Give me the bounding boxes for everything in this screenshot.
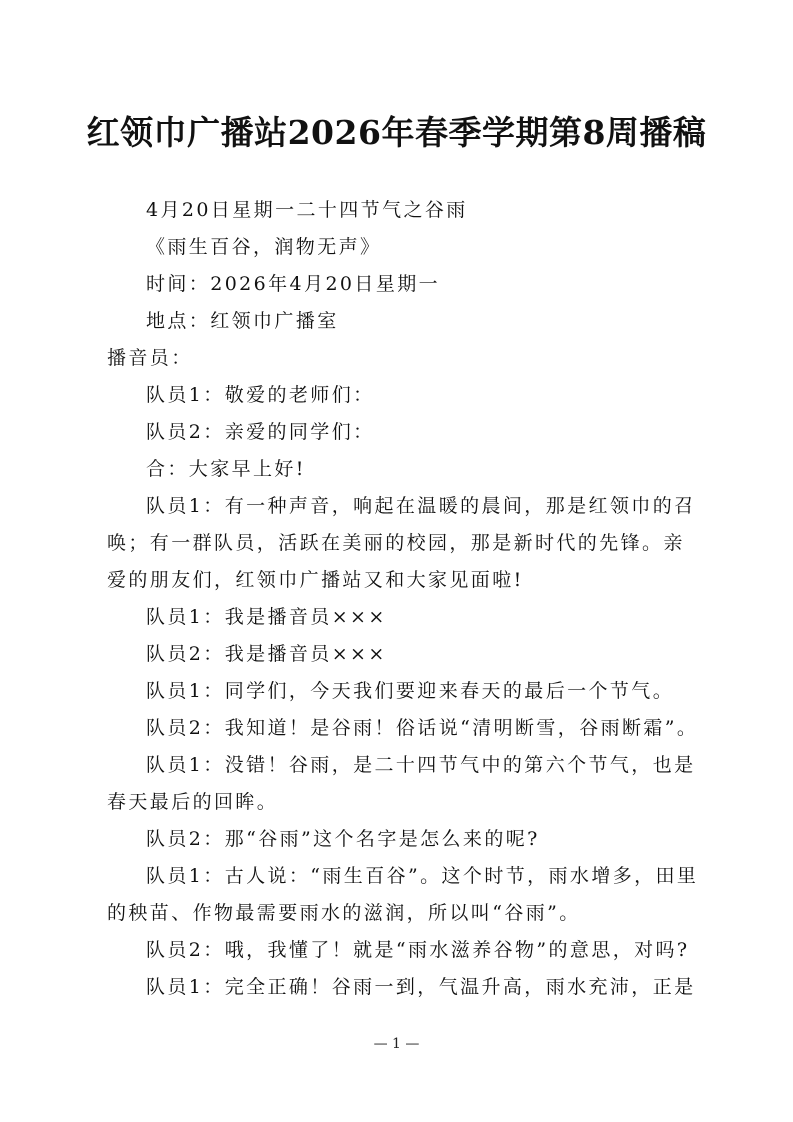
paragraph-line: 时间：2026年4月20日星期一 xyxy=(146,273,441,295)
page-number: — 1 — xyxy=(373,1036,420,1052)
paragraph-line: 队员1：没错！谷雨，是二十四节气中的第六个节气，也是 xyxy=(146,754,696,776)
paragraph-line: 队员2：亲爱的同学们： xyxy=(146,421,375,443)
paragraph-line: 的秧苗、作物最需要雨水的滋润，所以叫“谷雨”。 xyxy=(107,902,581,924)
paragraph-line: 队员1：有一种声音，响起在温暖的晨间，那是红领巾的召 xyxy=(146,495,696,517)
paragraph-line: 播音员： xyxy=(107,347,193,369)
paragraph-line: 队员2：我是播音员××× xyxy=(146,643,387,665)
paragraph-line: 队员1：古人说：“雨生百谷”。这个时节，雨水增多，田里 xyxy=(146,865,699,887)
document-body xyxy=(107,192,699,1006)
paragraph-line: 队员2：我知道！是谷雨！俗话说“清明断雪，谷雨断霜”。 xyxy=(146,717,699,739)
paragraph-line: 地点：红领巾广播室 xyxy=(146,310,339,332)
paragraph-line: 队员1：完全正确！谷雨一到，气温升高，雨水充沛，正是 xyxy=(146,976,696,998)
paragraph-line: 队员1：同学们，今天我们要迎来春天的最后一个节气。 xyxy=(146,680,675,702)
paragraph-line: 4月20日星期一二十四节气之谷雨 xyxy=(146,199,468,221)
paragraph-line: 爱的朋友们，红领巾广播站又和大家见面啦! xyxy=(107,569,524,591)
paragraph-line: 合：大家早上好! xyxy=(146,458,306,480)
document-title: 红领巾广播站2026年春季学期第8周播稿 xyxy=(86,113,707,152)
paragraph-line: 队员1：我是播音员××× xyxy=(146,606,387,628)
paragraph-line: 队员2：那“谷雨”这个名字是怎么来的呢? xyxy=(146,828,540,850)
paragraph-line: 《雨生百谷，润物无声》 xyxy=(146,236,382,258)
paragraph-line: 队员1：敬爱的老师们： xyxy=(146,384,375,406)
paragraph-line: 唤；有一群队员，活跃在美丽的校园，那是新时代的先锋。亲 xyxy=(107,532,685,554)
paragraph-line: 春天最后的回眸。 xyxy=(107,791,279,813)
paragraph-line: 队员2：哦，我懂了！就是“雨水滋养谷物”的意思，对吗? xyxy=(146,939,690,961)
